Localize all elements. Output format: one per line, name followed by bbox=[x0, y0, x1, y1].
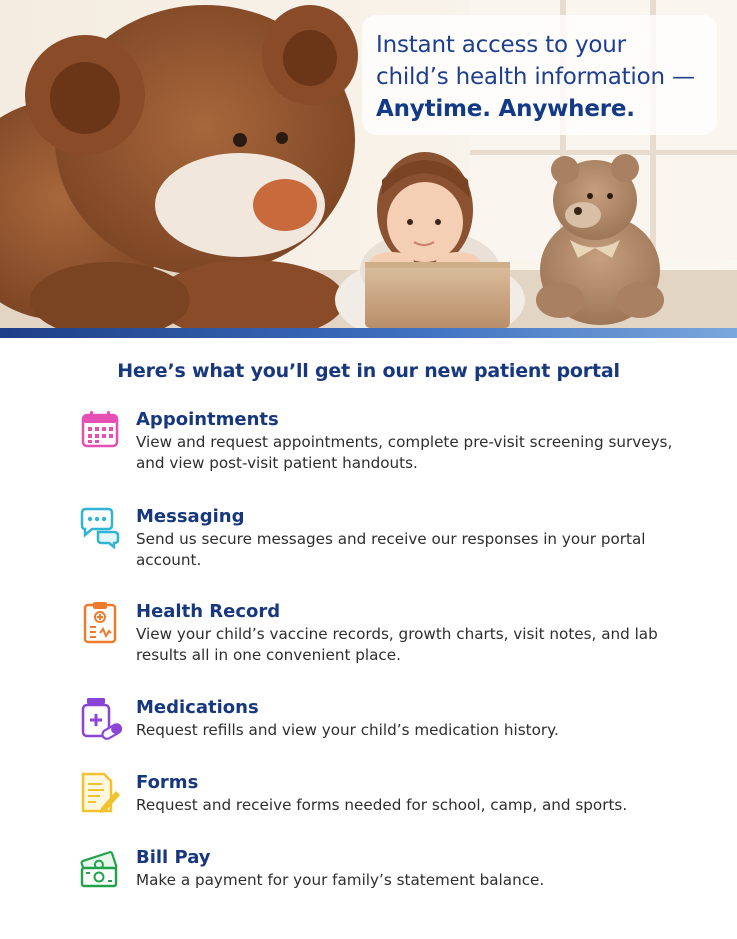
chat-bubbles-icon bbox=[78, 505, 122, 549]
section-title: Here’s what you’ll get in our new patient portal bbox=[117, 360, 620, 382]
headline-line-1: Instant access to your bbox=[376, 32, 626, 58]
feature-description: Request refills and view your child’s medication history. bbox=[136, 721, 559, 739]
headline-tagline: Anytime. Anywhere. bbox=[376, 96, 635, 122]
calendar-icon bbox=[78, 408, 122, 452]
feature-title: Health Record bbox=[136, 601, 281, 622]
clipboard-icon bbox=[78, 600, 122, 644]
feature-description: View your child’s vaccine records, growth charts, visit notes, and lab results all in one convenient place. bbox=[136, 625, 658, 664]
headline-box bbox=[362, 15, 717, 135]
feature-title: Bill Pay bbox=[136, 847, 211, 868]
hero-divider-bar bbox=[0, 328, 737, 338]
hero-image bbox=[0, 0, 737, 328]
feature-description: View and request appointments, complete pre-visit screening surveys, and view post-visit patient handouts. bbox=[136, 433, 673, 472]
feature-title: Messaging bbox=[136, 506, 245, 527]
medicine-bottle-icon bbox=[78, 696, 122, 740]
feature-title: Medications bbox=[136, 697, 259, 718]
money-bills-icon bbox=[78, 846, 122, 890]
feature-description: Send us secure messages and receive our responses in your portal account. bbox=[136, 530, 646, 569]
feature-description: Request and receive forms needed for school, camp, and sports. bbox=[136, 796, 628, 814]
feature-title: Forms bbox=[136, 772, 199, 793]
feature-description: Make a payment for your family’s statement balance. bbox=[136, 871, 545, 889]
headline-line-2: child’s health information — bbox=[376, 64, 695, 90]
document-pencil-icon bbox=[78, 771, 122, 815]
feature-title: Appointments bbox=[136, 409, 279, 430]
